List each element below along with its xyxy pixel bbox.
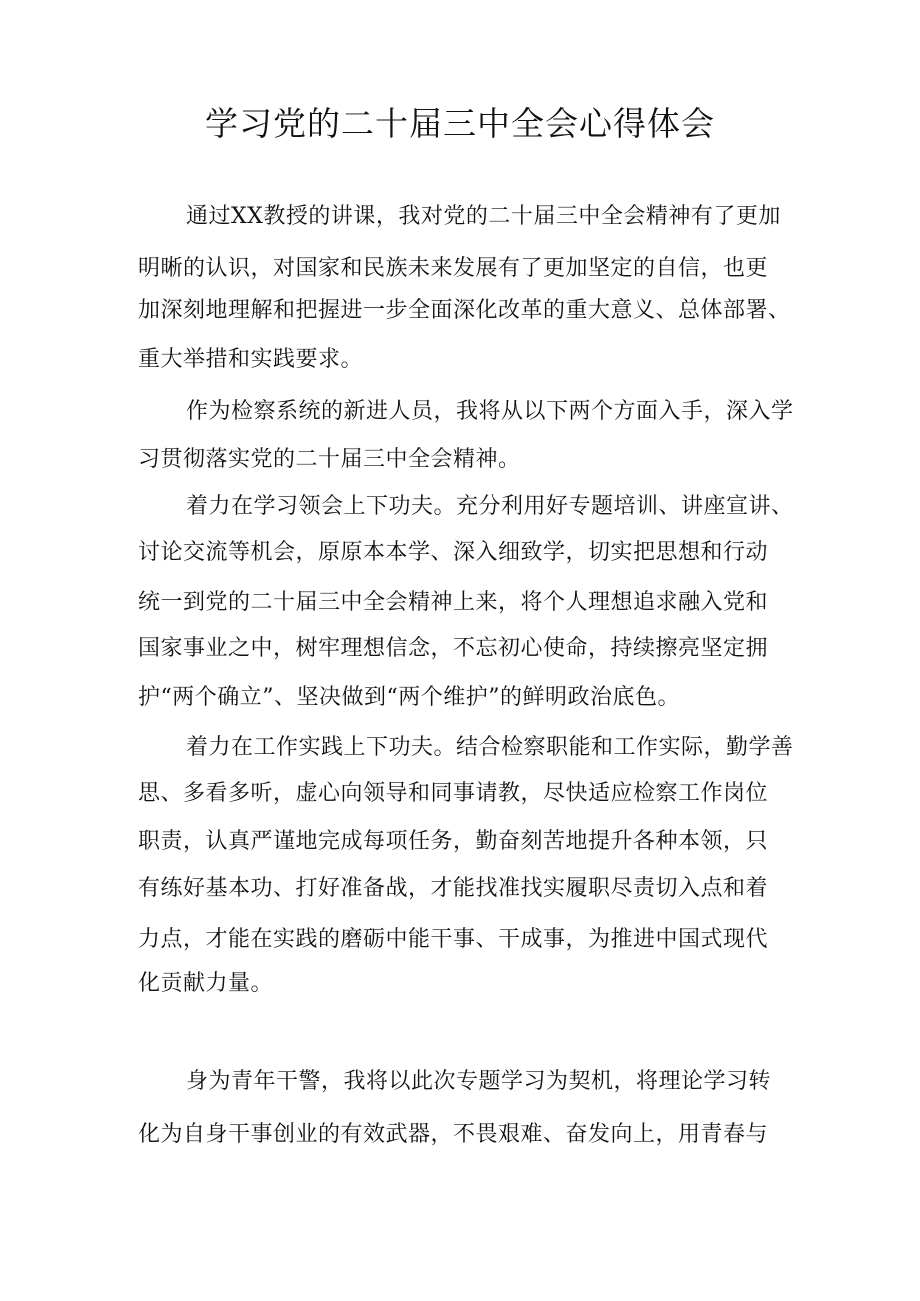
paragraph-4-line-5: 力点，才能在实践的磨砺中能干事、干成事，为推进中国式现代 xyxy=(138,927,769,952)
paragraph-5-line-2: 化为自身干事创业的有效武器，不畏艰难、奋发向上，用青春与 xyxy=(138,1122,769,1147)
paragraph-4-line-4: 有练好基本功、打好准备战，才能找准找实履职尽责切入点和着 xyxy=(138,876,769,901)
paragraph-1-line-3: 加深刻地理解和把握进一步全面深化改革的重大意义、总体部署、 xyxy=(138,298,791,323)
paragraph-4-line-6: 化贡献力量。 xyxy=(138,971,274,996)
paragraph-4-line-2: 思、多看多听，虚心向领导和同事请教，尽快适应检察工作岗位 xyxy=(138,781,769,806)
paragraph-3-line-5: 护“两个确立”、坚决做到“两个维护”的鲜明政治底色。 xyxy=(138,685,680,710)
paragraph-5-line-1: 身为青年干警，我将以此次专题学习为契机，将理论学习转 xyxy=(186,1069,772,1094)
paragraph-4-line-3: 职责，认真严谨地完成每项任务，勤奋刻苦地提升各种本领，只 xyxy=(138,829,769,854)
paragraph-1-line-2: 明晰的认识，对国家和民族未来发展有了更加坚定的自信，也更 xyxy=(138,256,769,281)
paragraph-3-line-3: 统一到党的二十届三中全会精神上来，将个人理想追求融入党和 xyxy=(138,590,769,615)
paragraph-2-line-2: 习贯彻落实党的二十届三中全会精神。 xyxy=(138,447,521,472)
paragraph-2-line-1: 作为检察系统的新进人员，我将从以下两个方面入手，深入学 xyxy=(186,399,794,424)
paragraph-3-line-1: 着力在学习领会上下功夫。充分利用好专题培训、讲座宣讲、 xyxy=(186,494,794,519)
paragraph-1-line-4: 重大举措和实践要求。 xyxy=(138,347,364,372)
paragraph-3-line-2: 讨论交流等机会，原原本本学、深入细致学，切实把思想和行动 xyxy=(138,540,769,565)
document-title: 学习党的二十届三中全会心得体会 xyxy=(205,104,715,143)
paragraph-3-line-4: 国家事业之中，树牢理想信念，不忘初心使命，持续擦亮坚定拥 xyxy=(138,636,769,661)
paragraph-1-line-1: 通过XX教授的讲课，我对党的二十届三中全会精神有了更加 xyxy=(186,204,781,229)
paragraph-4-line-1: 着力在工作实践上下功夫。结合检察职能和工作实际，勤学善 xyxy=(186,735,794,760)
